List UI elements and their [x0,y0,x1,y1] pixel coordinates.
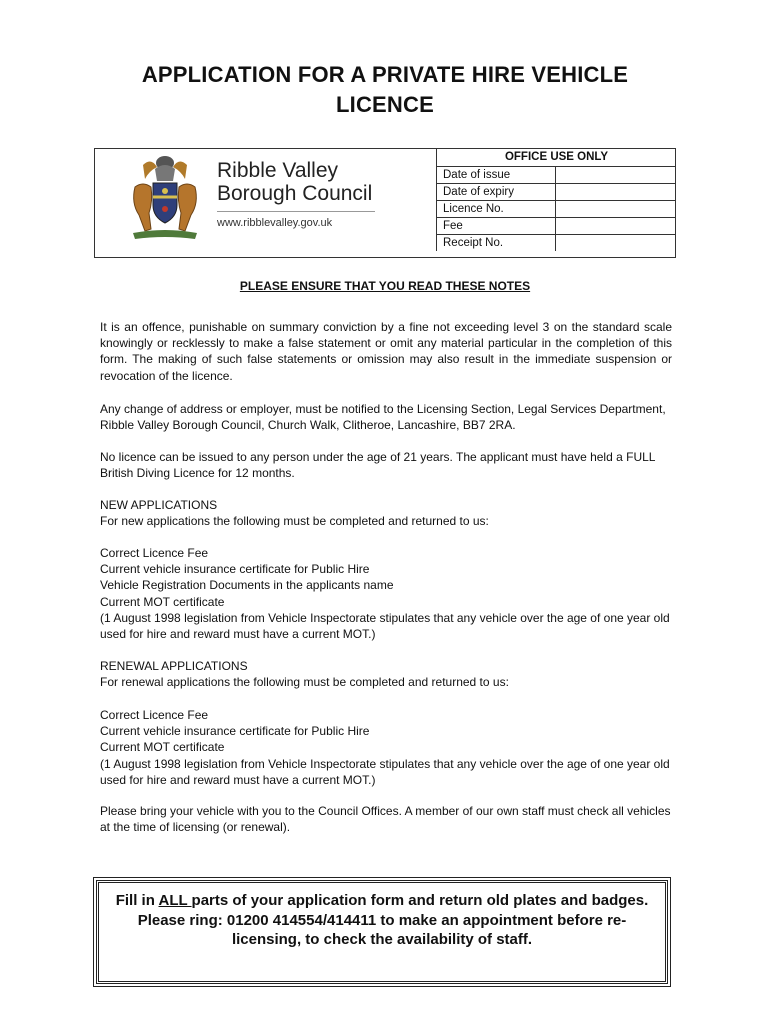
office-field-label: Date of issue [437,166,556,183]
list-item: Correct Licence Fee [100,546,209,560]
title-line-1: APPLICATION FOR A PRIVATE HIRE VEHICLE [141,62,629,87]
list-item: Current vehicle insurance certificate for Public Hire [100,724,370,739]
council-name-line-1: Ribble Valley [217,159,339,182]
office-field-label: Licence No. [437,200,556,217]
office-field-value[interactable] [556,166,677,183]
mot-note: (1 August 1998 legislation from Vehicle Inspectorate stipulates that any vehicle over the age of one year old used for hire and reward must have a current MOT.) [100,610,670,642]
council-name-line-2: Borough Council [217,182,373,205]
table-row [437,234,677,251]
list-item: Current MOT certificate [100,740,225,755]
office-use-heading: OFFICE USE ONLY [437,149,677,166]
office-field-label: Date of expiry [437,183,556,200]
new-applications-intro: For new applications the following must be completed and returned to us: [100,514,489,529]
office-field-value[interactable] [556,200,677,217]
mot-note: (1 August 1998 legislation from Vehicle Inspectorate stipulates that any vehicle over the age of one year old used for hire and reward must have a current MOT.) [100,756,670,787]
important-notice-text [111,891,653,950]
notice-part-2: parts of your application form and return old plates and badges. [191,892,649,909]
renewal-applications-heading: RENEWAL APPLICATIONS [100,659,248,673]
council-logo [95,149,436,257]
page-title [60,60,710,120]
list-item: Current vehicle insurance certificate for Public Hire [100,562,370,577]
table-row [437,217,677,234]
list-item: Correct Licence Fee [100,708,209,722]
office-field-value[interactable] [556,183,677,200]
logo-divider [217,211,375,212]
offence-paragraph: It is an offence, punishable on summary conviction by a fine not exceeding level 3 on the standard scale knowingly or recklessly to make a false statement or omit any material particular in the completion of this form. The making of such false statements or omission may also result in the immediate suspension or revocation of the licence. [100,320,672,383]
coat-of-arms-icon [125,153,205,243]
renewal-applications-list [100,707,672,788]
office-field-value[interactable] [556,217,677,234]
bring-vehicle-paragraph: Please bring your vehicle with you to the Council Offices. A member of our own staff must check all vehicles at the time of licensing (or renewal). [100,804,671,835]
table-row [437,200,677,217]
new-applications-section [100,497,672,529]
council-name [217,159,372,205]
office-field-label: Receipt No. [437,234,556,251]
notice-part-1: Fill in [115,892,159,909]
office-use-table [436,149,676,251]
change-address-paragraph: Any change of address or employer, must be notified to the Licensing Section, Legal Services Department, Ribble Valley Borough Council, Church Walk, Clitheroe, Lancashire, BB7 2RA. [100,402,666,433]
table-row [437,183,677,200]
notice-emphasis: ALL [158,892,192,909]
title-line-2: LICENCE [336,92,434,117]
council-website: www.ribblevalley.gov.uk [217,217,333,229]
office-field-value[interactable] [556,234,677,251]
renewal-applications-section [100,658,672,690]
renewal-applications-intro: For renewal applications the following must be completed and returned to us: [100,675,509,690]
office-field-label: Fee [437,217,556,234]
new-applications-list [100,545,672,642]
notes-heading: PLEASE ENSURE THAT YOU READ THESE NOTES [239,279,531,293]
list-item: Vehicle Registration Documents in the applicants name [100,578,394,593]
important-notice-box [96,880,668,984]
age-paragraph: No licence can be issued to any person under the age of 21 years. The applicant must have held a FULL British Diving Licence for 12 months. [100,450,656,481]
header-box [94,148,676,258]
notice-line-1 [111,891,653,911]
table-row [437,166,677,183]
list-item: Current MOT certificate [100,594,225,609]
notice-line-2: Please ring: 01200 414554/414411 to make an appointment before re-licensing, to check the availability of staff. [137,911,627,948]
new-applications-heading: NEW APPLICATIONS [100,498,218,512]
